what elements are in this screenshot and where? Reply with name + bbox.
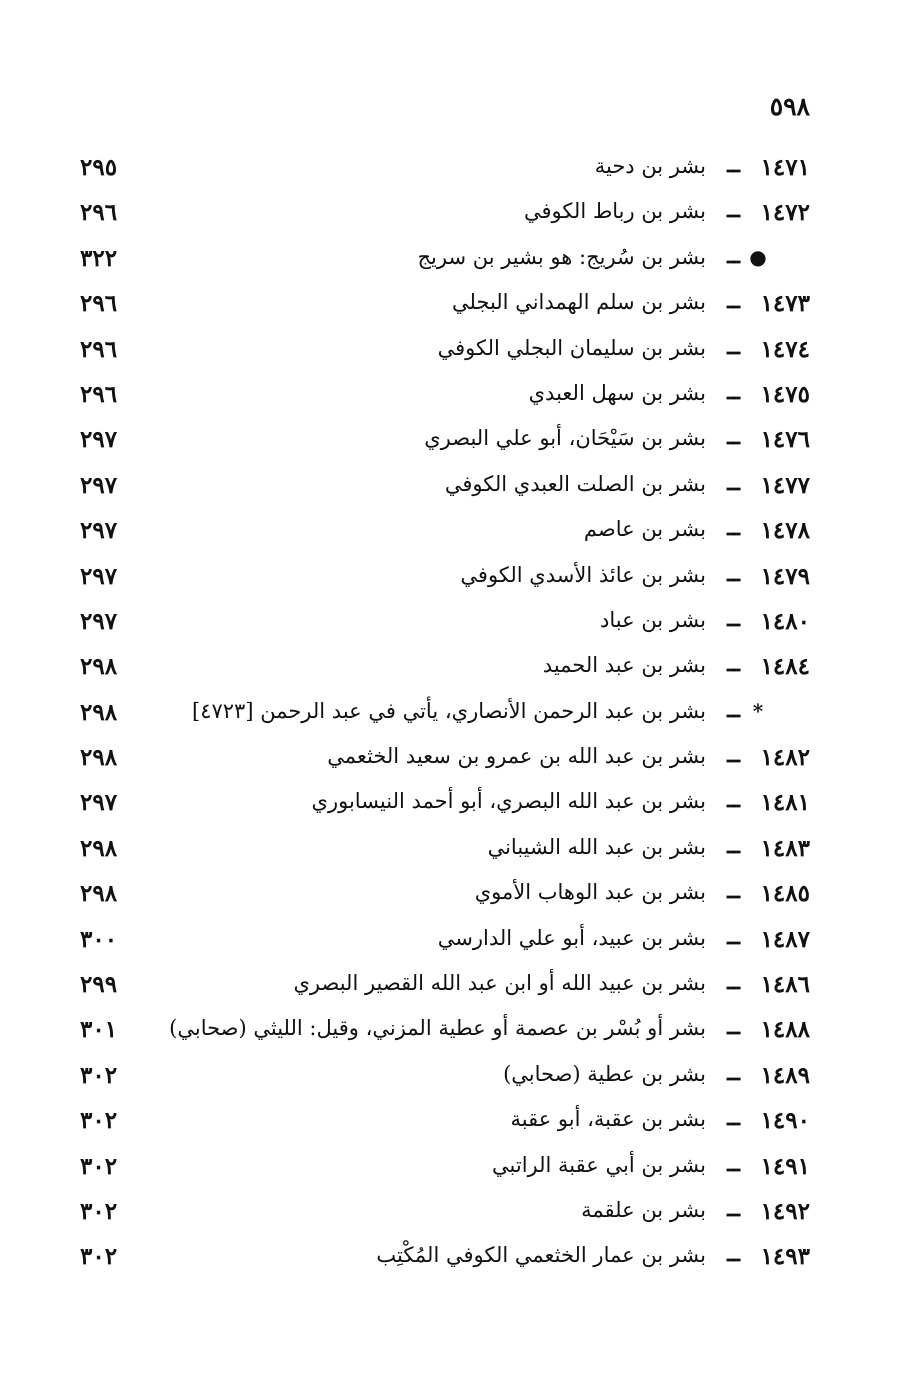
entry-dash: ــ [727, 742, 740, 769]
entry-dash: ــ [727, 469, 740, 496]
entry-dash: ــ [727, 515, 740, 542]
entry-dash: ــ [727, 1195, 740, 1222]
entry-number: ١٤٨٨ [760, 1016, 810, 1044]
index-entry [80, 1010, 810, 1055]
index-entry [80, 1147, 810, 1192]
entry-name: بشر بن سُريج: هو بشير بن سريج [417, 244, 706, 269]
index-entry [80, 738, 810, 783]
entry-name: بشر بن سهل العبدي [528, 380, 706, 405]
entry-name: بشر بن عبد الله بن عمرو بن سعيد الخثعمي [327, 744, 706, 769]
entry-name: بشر بن دحية [594, 154, 706, 178]
index-entry [80, 965, 810, 1010]
entry-number: ١٤٩٢ [760, 1197, 810, 1225]
index-entry [80, 647, 810, 692]
index-entry [80, 829, 810, 874]
entry-number: ١٤٧٦ [760, 426, 810, 454]
entry-page-ref: ٣٠٢ [80, 1243, 118, 1271]
entry-page-ref: ٣٠١ [80, 1016, 118, 1044]
entry-dash: ــ [727, 1241, 740, 1268]
entry-page-ref: ٢٩٦ [80, 335, 118, 363]
entry-name: بشر بن عقبة، أبو عقبة [510, 1107, 706, 1132]
entry-number: ١٤٧٢ [760, 199, 810, 227]
entry-dash: ــ [727, 969, 740, 996]
entry-name: بشر أو بُسْر بن عصمة أو عطية المزني، وقيل: الليثي (صحابي) [169, 1016, 706, 1041]
entry-page-ref: ٣٢٢ [80, 244, 118, 272]
entry-number: ● [749, 244, 767, 269]
entry-name: بشر بن علقمة [581, 1197, 706, 1222]
index-entry [80, 148, 810, 193]
index-entry [80, 1101, 810, 1146]
entry-page-ref: ٢٩٥ [80, 154, 118, 181]
index-entry [80, 420, 810, 465]
entry-name: بشر بن عائذ الأسدي الكوفي [460, 562, 706, 587]
entry-dash: ــ [727, 197, 740, 224]
entry-dash: ــ [727, 1059, 740, 1086]
entry-dash: ــ [727, 152, 740, 178]
entry-dash: ــ [727, 333, 740, 360]
entry-page-ref: ٣٠٢ [80, 1152, 118, 1180]
entry-number: ١٤٨٧ [760, 925, 810, 953]
entry-dash: ــ [727, 696, 740, 723]
entry-dash: ــ [727, 1014, 740, 1041]
index-entry [80, 920, 810, 965]
index-entry [80, 557, 810, 602]
entry-page-ref: ٢٩٨ [80, 880, 118, 908]
entry-number: ١٤٨٩ [760, 1061, 810, 1089]
entry-number: ١٤٩١ [760, 1152, 810, 1180]
entry-name: بشر بن عبد الله البصري، أبو أحمد النيسابوري [311, 789, 706, 814]
index-list [80, 148, 810, 1283]
entry-dash: ــ [727, 378, 740, 405]
index-entry [80, 1056, 810, 1101]
entry-page-ref: ٣٠٢ [80, 1107, 118, 1135]
entry-dash: ــ [727, 787, 740, 814]
index-entry [80, 330, 810, 375]
index-entry [80, 783, 810, 828]
index-entry [80, 284, 810, 329]
entry-number: ١٤٧٩ [760, 562, 810, 590]
entry-name: بشر بن سَيْحَان، أبو علي البصري [424, 426, 706, 451]
entry-number: ١٤٧١ [760, 154, 810, 181]
entry-name: بشر بن عبد الله الشيباني [487, 834, 706, 859]
entry-name: بشر بن عبيد الله أو ابن عبد الله القصير البصري [293, 971, 706, 996]
entry-page-ref: ٢٩٩ [80, 971, 118, 999]
entry-page-ref: ٣٠٢ [80, 1061, 118, 1089]
entry-dash: ــ [727, 242, 740, 269]
entry-page-ref: ٢٩٧ [80, 471, 118, 499]
entry-page-ref: ٢٩٦ [80, 199, 118, 227]
entry-dash: ــ [727, 288, 740, 315]
entry-page-ref: ٢٩٧ [80, 562, 118, 590]
entry-page-ref: ٣٠٢ [80, 1197, 118, 1225]
entry-number: ١٤٨٦ [760, 971, 810, 999]
entry-dash: ــ [727, 1105, 740, 1132]
index-entry [80, 693, 810, 738]
entry-dash: ــ [727, 878, 740, 905]
entry-number: ١٤٩٠ [760, 1107, 810, 1135]
entry-page-ref: ٢٩٦ [80, 380, 118, 408]
entry-name: بشر بن سلم الهمداني البجلي [451, 290, 706, 315]
entry-name: بشر بن أبي عقبة الراتبي [492, 1152, 706, 1177]
entry-number: ١٤٨١ [760, 789, 810, 817]
entry-page-ref: ٢٩٧ [80, 789, 118, 817]
entry-name: بشر بن عاصم [583, 517, 706, 542]
index-entry [80, 1237, 810, 1282]
entry-name: بشر بن الصلت العبدي الكوفي [444, 471, 706, 496]
entry-number: ١٤٨٥ [760, 880, 810, 908]
entry-name: بشر بن عمار الخثعمي الكوفي المُكْتِب [376, 1243, 706, 1268]
entry-name: بشر بن عطية (صحابي) [503, 1061, 706, 1086]
entry-name: بشر بن عباد [600, 607, 706, 632]
entry-number: ١٤٨٤ [760, 653, 810, 681]
entry-page-ref: ٢٩٨ [80, 698, 118, 726]
entry-page-ref: ٣٠٠ [80, 925, 118, 953]
entry-dash: ــ [727, 651, 740, 678]
index-entry [80, 466, 810, 511]
entry-number: ١٤٧٣ [760, 290, 810, 318]
index-entry [80, 239, 810, 284]
entry-page-ref: ٢٩٧ [80, 517, 118, 545]
entry-number: ١٤٧٥ [760, 380, 810, 408]
entry-page-ref: ٢٩٨ [80, 744, 118, 772]
entry-dash: ــ [727, 560, 740, 587]
entry-page-ref: ٢٩٧ [80, 426, 118, 454]
entry-name: بشر بن عبيد، أبو علي الدارسي [437, 925, 706, 950]
entry-number: ١٤٧٧ [760, 471, 810, 499]
entry-number: ١٤٨٠ [760, 607, 810, 635]
entry-page-ref: ٢٩٨ [80, 653, 118, 681]
entry-number: ١٤٧٤ [760, 335, 810, 363]
entry-name: بشر بن سليمان البجلي الكوفي [437, 335, 706, 360]
entry-number: ١٤٩٣ [760, 1243, 810, 1271]
page-number: ٥٩٨ [769, 92, 810, 121]
entry-dash: ــ [727, 1150, 740, 1177]
entry-page-ref: ٢٩٨ [80, 834, 118, 862]
entry-dash: ــ [727, 605, 740, 632]
entry-number: ١٤٨٣ [760, 834, 810, 862]
entry-name: بشر بن رباط الكوفي [523, 199, 706, 224]
entry-dash: ــ [727, 923, 740, 950]
entry-name: بشر بن عبد الحميد [542, 653, 706, 678]
entry-page-ref: ٢٩٦ [80, 290, 118, 318]
entry-number: ١٤٧٨ [760, 517, 810, 545]
entry-name: بشر بن عبد الوهاب الأموي [474, 880, 706, 905]
entry-name: بشر بن عبد الرحمن الأنصاري، يأتي في عبد الرحمن [٤٧٢٣] [192, 698, 706, 723]
entry-page-ref: ٢٩٧ [80, 607, 118, 635]
index-entry [80, 375, 810, 420]
index-entry [80, 874, 810, 919]
entry-number: * [752, 698, 764, 723]
index-entry [80, 193, 810, 238]
entry-number: ١٤٨٢ [760, 744, 810, 772]
index-entry [80, 511, 810, 556]
index-entry [80, 602, 810, 647]
entry-dash: ــ [727, 832, 740, 859]
index-entry [80, 1192, 810, 1237]
entry-dash: ــ [727, 424, 740, 451]
